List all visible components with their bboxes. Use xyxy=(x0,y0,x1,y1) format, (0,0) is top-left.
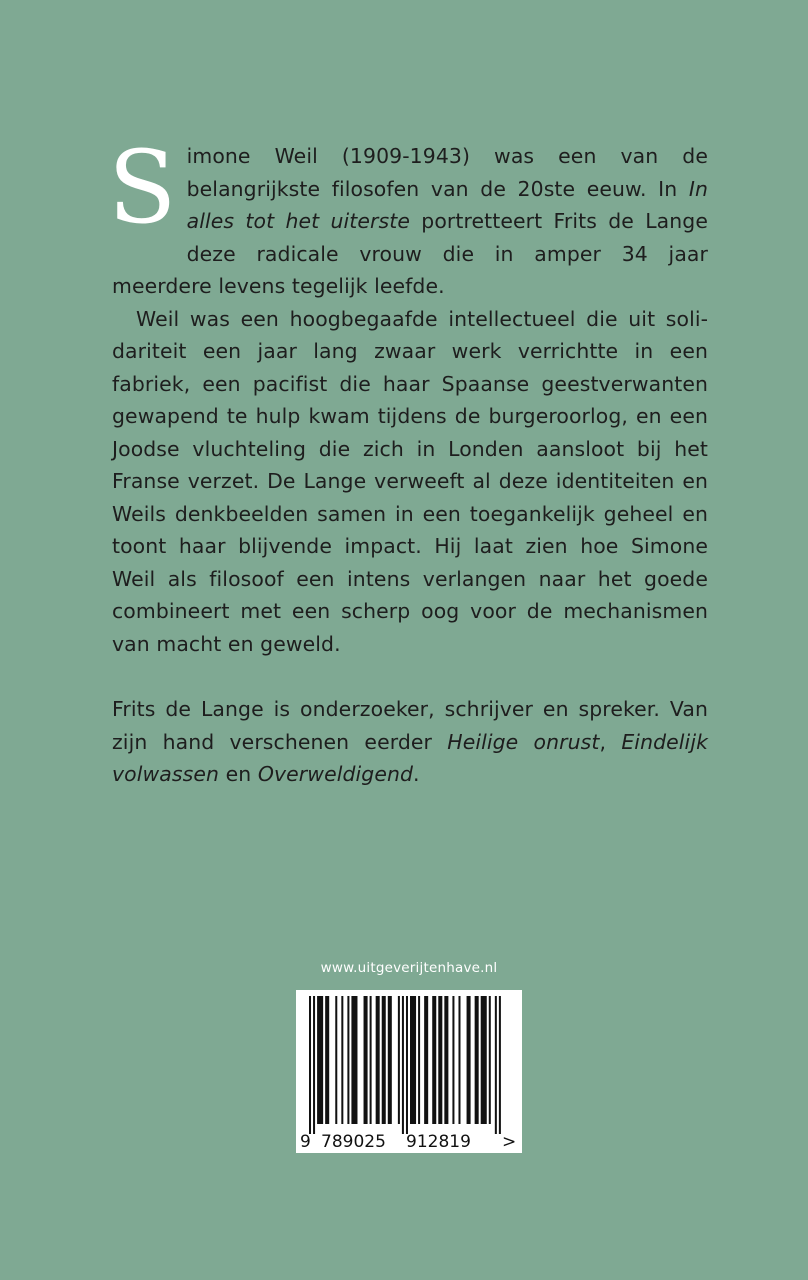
intro-text-b: portretteert Frits de Lange deze radicale vrouw die in amper 34 jaar meerdere levens tegelijk leefde. xyxy=(112,209,708,298)
barcode-bar xyxy=(452,996,454,1124)
barcode-bar xyxy=(410,996,416,1124)
previous-title-1: Heilige onrust xyxy=(447,729,600,754)
barcode-bar xyxy=(382,996,386,1124)
isbn-barcode xyxy=(296,990,522,1153)
barcode-bar xyxy=(313,996,315,1134)
barcode-bar xyxy=(438,996,442,1124)
barcode-bar xyxy=(347,996,349,1124)
barcode-bar xyxy=(317,996,323,1124)
book-title: In alles tot het uiterste xyxy=(186,176,708,233)
author-bio xyxy=(112,693,708,791)
barcode-arrow: > xyxy=(502,1132,517,1152)
barcode-bar xyxy=(432,996,436,1124)
barcode-bar xyxy=(475,996,479,1124)
dropcap-letter: S xyxy=(108,129,177,246)
previous-title-3: Overweldigend xyxy=(257,762,414,786)
barcode-bar xyxy=(424,996,428,1124)
bio-separator-2: en xyxy=(219,762,258,786)
barcode-bar xyxy=(406,996,408,1134)
blurb-paragraph-body: Weil was een hoogbegaafde intellectueel die uit solidariteit een jaar lang zwaar werk verrichtte in een fabriek, een pacifist die haar Spaanse geestverwanten gewapend te hulp kwam tijdens de burgeroorlog, en een Joodse vluchteling die zich in Londen aansloot bij het Franse verzet. De Lange verweeft al deze identiteiten en Weils denkbeelden samen in een toegankelijk geheel en toont haar blijvende impact. Hij laat zien hoe Simone Weil als filosoof een intens verlangen naar het goede combineert met een scherp oog voor de mechanismen van macht en geweld. xyxy=(112,306,708,656)
previous-title-2: Eindelijk volwassen xyxy=(112,729,708,786)
intro-text-a: imone Weil (1909-1943) was een van de belangrijkste filosofen van de 20ste eeuw. In xyxy=(186,144,708,201)
barcode-bar xyxy=(398,996,400,1124)
bio-end: . xyxy=(413,762,420,786)
barcode-bar xyxy=(489,996,491,1124)
barcode-bar xyxy=(309,996,311,1134)
bio-text: Frits de Lange is onderzoeker, schrijver en spreker. Van zijn hand verschenen eerder xyxy=(112,697,708,754)
barcode-bar xyxy=(499,996,501,1134)
back-cover-blurb xyxy=(108,129,708,791)
blurb-paragraph-intro xyxy=(108,129,708,303)
barcode-lead-digit: 9 xyxy=(300,1132,311,1152)
barcode-bar xyxy=(364,996,368,1124)
barcode-graphic xyxy=(296,990,522,1153)
barcode-bars xyxy=(309,996,501,1134)
barcode-bar xyxy=(388,996,392,1124)
barcode-bar xyxy=(495,996,497,1134)
barcode-bar xyxy=(370,996,372,1124)
publisher-website: www.uitgeverijtenhave.nl xyxy=(320,960,498,976)
barcode-group-1: 789025 xyxy=(321,1132,386,1152)
barcode-bar xyxy=(341,996,343,1124)
barcode-bar xyxy=(402,996,404,1134)
barcode-bar xyxy=(376,996,380,1124)
barcode-bar xyxy=(335,996,337,1124)
barcode-bar xyxy=(481,996,487,1124)
barcode-bar xyxy=(418,996,420,1124)
barcode-bar xyxy=(325,996,329,1124)
bio-separator-1: , xyxy=(599,729,622,754)
barcode-bar xyxy=(351,996,357,1124)
barcode-bar xyxy=(467,996,471,1124)
barcode-bar xyxy=(444,996,448,1124)
barcode-bar xyxy=(458,996,460,1124)
barcode-group-2: 912819 xyxy=(406,1132,471,1152)
